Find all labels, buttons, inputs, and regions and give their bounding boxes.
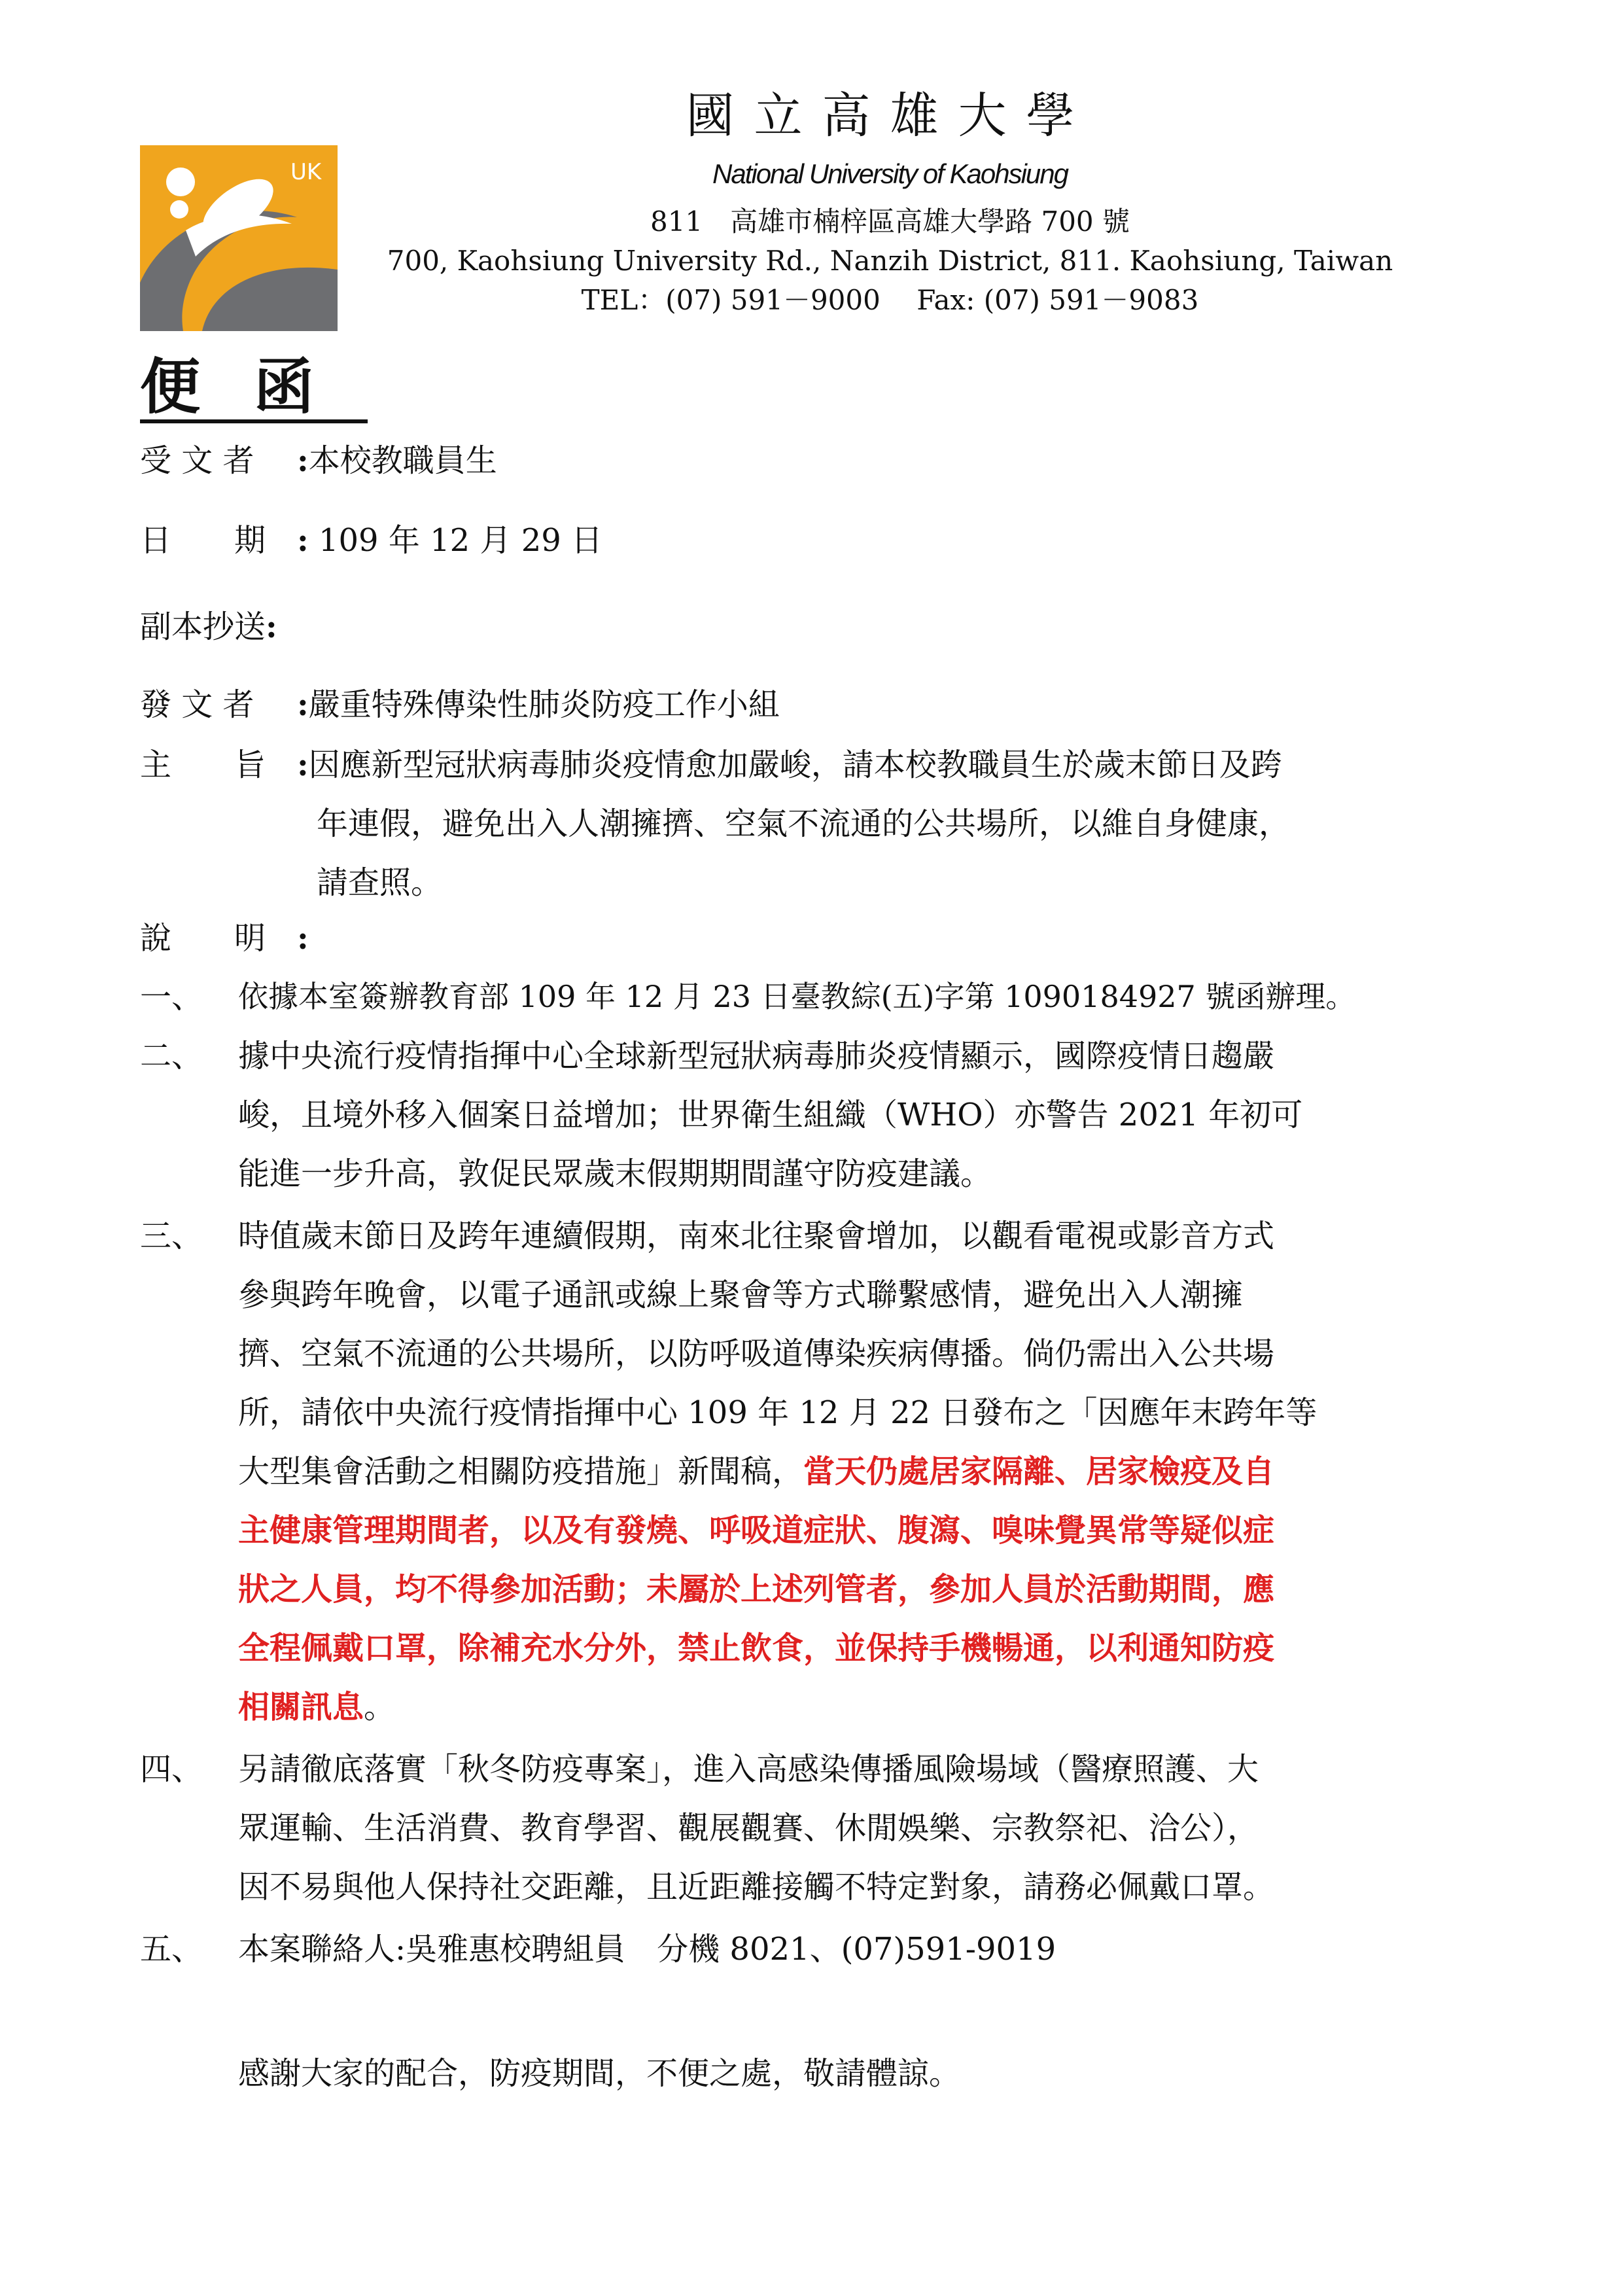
university-name-zh: 國立高雄大學 — [686, 88, 1094, 144]
item-3-red-line-3: 全程佩戴口罩，除補充水分外，禁止飲食，並保持手機暢通，以利通知防疫 — [238, 1630, 1275, 1667]
item-4-line-1: 另請徹底落實「秋冬防疫專案」，進入高感染傳播風險場域（醫療照護、大 — [238, 1751, 1259, 1788]
item-2-line-2: 峻，且境外移入個案日益增加；世界衛生組織（WHO）亦警告 2021 年初可 — [238, 1097, 1303, 1133]
item-3-line-5-normal: 大型集會活動之相關防疫措施」新聞稿， — [238, 1453, 804, 1490]
item-3-last-end: 。 — [364, 1689, 396, 1725]
cc-label: 副本抄送 — [140, 609, 266, 645]
item-3-red-line-1: 主健康管理期間者，以及有發燒、呼吸道症狀、腹瀉、嗅味覺異常等疑似症 — [238, 1512, 1275, 1549]
item-1-line-1: 依據本室簽辦教育部 109 年 12 月 23 日臺教綜(五)字第 1090184927 號函辦理。 — [238, 979, 1356, 1014]
recipient-label: 受 文 者 — [140, 442, 254, 479]
svg-text:UK: UK — [290, 159, 322, 185]
item-3-last-red: 相關訊息 — [238, 1689, 364, 1725]
subject-field: 主 旨 :因應新型冠狀病毒肺炎疫情愈加嚴峻，請本校教職員生於歲末節日及跨 — [140, 747, 1282, 783]
item-3-line-2: 參與跨年晚會，以電子通訊或線上聚會等方式聯繫感情，避免出入人潮擁 — [238, 1277, 1244, 1313]
item-3-red-line-2: 狀之人員，均不得參加活動；未屬於上述列管者，參加人員於活動期間，應 — [238, 1571, 1275, 1608]
subject-line-3: 請查照。 — [317, 864, 443, 901]
item-3-line-3: 擠、空氣不流通的公共場所，以防呼吸道傳染疾病傳播。倘仍需出入公共場 — [238, 1335, 1275, 1372]
recipient-value: 本校教職員生 — [308, 442, 497, 479]
date-field: 日 期 : 109 年 12 月 29 日 — [140, 522, 603, 559]
item-3-line-1: 時值歲末節日及跨年連續假期，南來北往聚會增加，以觀看電視或影音方式 — [238, 1218, 1275, 1254]
item-number: 一、 — [140, 979, 203, 1016]
item-2-line-1: 據中央流行疫情指揮中心全球新型冠狀病毒肺炎疫情顯示，國際疫情日趨嚴 — [238, 1038, 1275, 1074]
item-3-line-4: 所，請依中央流行疫情指揮中心 109 年 12 月 22 日發布之「因應年末跨年等 — [238, 1394, 1318, 1431]
date-label: 日 期 — [140, 522, 266, 559]
cc-field: 副本抄送: — [140, 609, 277, 645]
item-3-line-5-red: 當天仍處居家隔離、居家檢疫及自 — [803, 1453, 1275, 1490]
subject-label: 主 旨 — [140, 747, 266, 783]
document-type-title: 便函 — [140, 351, 368, 422]
item-2-line-3: 能進一步升高，敦促民眾歲末假期期間謹守防疫建議。 — [238, 1156, 992, 1192]
address-zh: 811 高雄市楠梓區高雄大學路 700 號 — [650, 205, 1130, 238]
sender-value: 嚴重特殊傳染性肺炎防疫工作小組 — [308, 686, 780, 723]
subject-line-2: 年連假，避免出入人潮擁擠、空氣不流通的公共場所，以維自身健康， — [317, 805, 1291, 842]
subject-line-1: 因應新型冠狀病毒肺炎疫情愈加嚴峻，請本校教職員生於歲末節日及跨 — [308, 747, 1282, 783]
item-4-line-2: 眾運輸、生活消費、教育學習、觀展觀賽、休閒娛樂、宗教祭祀、洽公）， — [238, 1810, 1259, 1846]
sender-field: 發 文 者 :嚴重特殊傳染性肺炎防疫工作小組 — [140, 686, 780, 723]
recipient-field: 受 文 者 :本校教職員生 — [140, 442, 497, 479]
explain-field: 說 明 : — [140, 920, 309, 957]
item-number: 三、 — [140, 1218, 203, 1254]
item-number: 五、 — [140, 1931, 203, 1968]
item-4-line-3: 因不易與他人保持社交距離，且近距離接觸不特定對象，請務必佩戴口罩。 — [238, 1869, 1275, 1905]
address-en: 700, Kaohsiung University Rd., Nanzih District, 811. Kaohsiung, Taiwan — [387, 245, 1393, 277]
university-name-en: National University of Kaohsiung — [712, 158, 1068, 189]
item-3-line-5 — [238, 1453, 1275, 1490]
item-5-line-1: 本案聯絡人:吳雅惠校聘組員 分機 8021、(07)591-9019 — [238, 1931, 1056, 1968]
date-value: 109 年 12 月 29 日 — [308, 522, 603, 559]
explain-label: 說 明 — [140, 920, 266, 957]
closing-remark: 感謝大家的配合，防疫期間，不便之處，敬請體諒。 — [238, 2055, 961, 2092]
tel-fax: TEL：(07) 591－9000 Fax: (07) 591－9083 — [581, 284, 1199, 316]
sender-label: 發 文 者 — [140, 686, 254, 723]
item-3-line-last — [238, 1691, 395, 1723]
item-number: 四、 — [140, 1751, 203, 1788]
item-number: 二、 — [140, 1038, 203, 1074]
